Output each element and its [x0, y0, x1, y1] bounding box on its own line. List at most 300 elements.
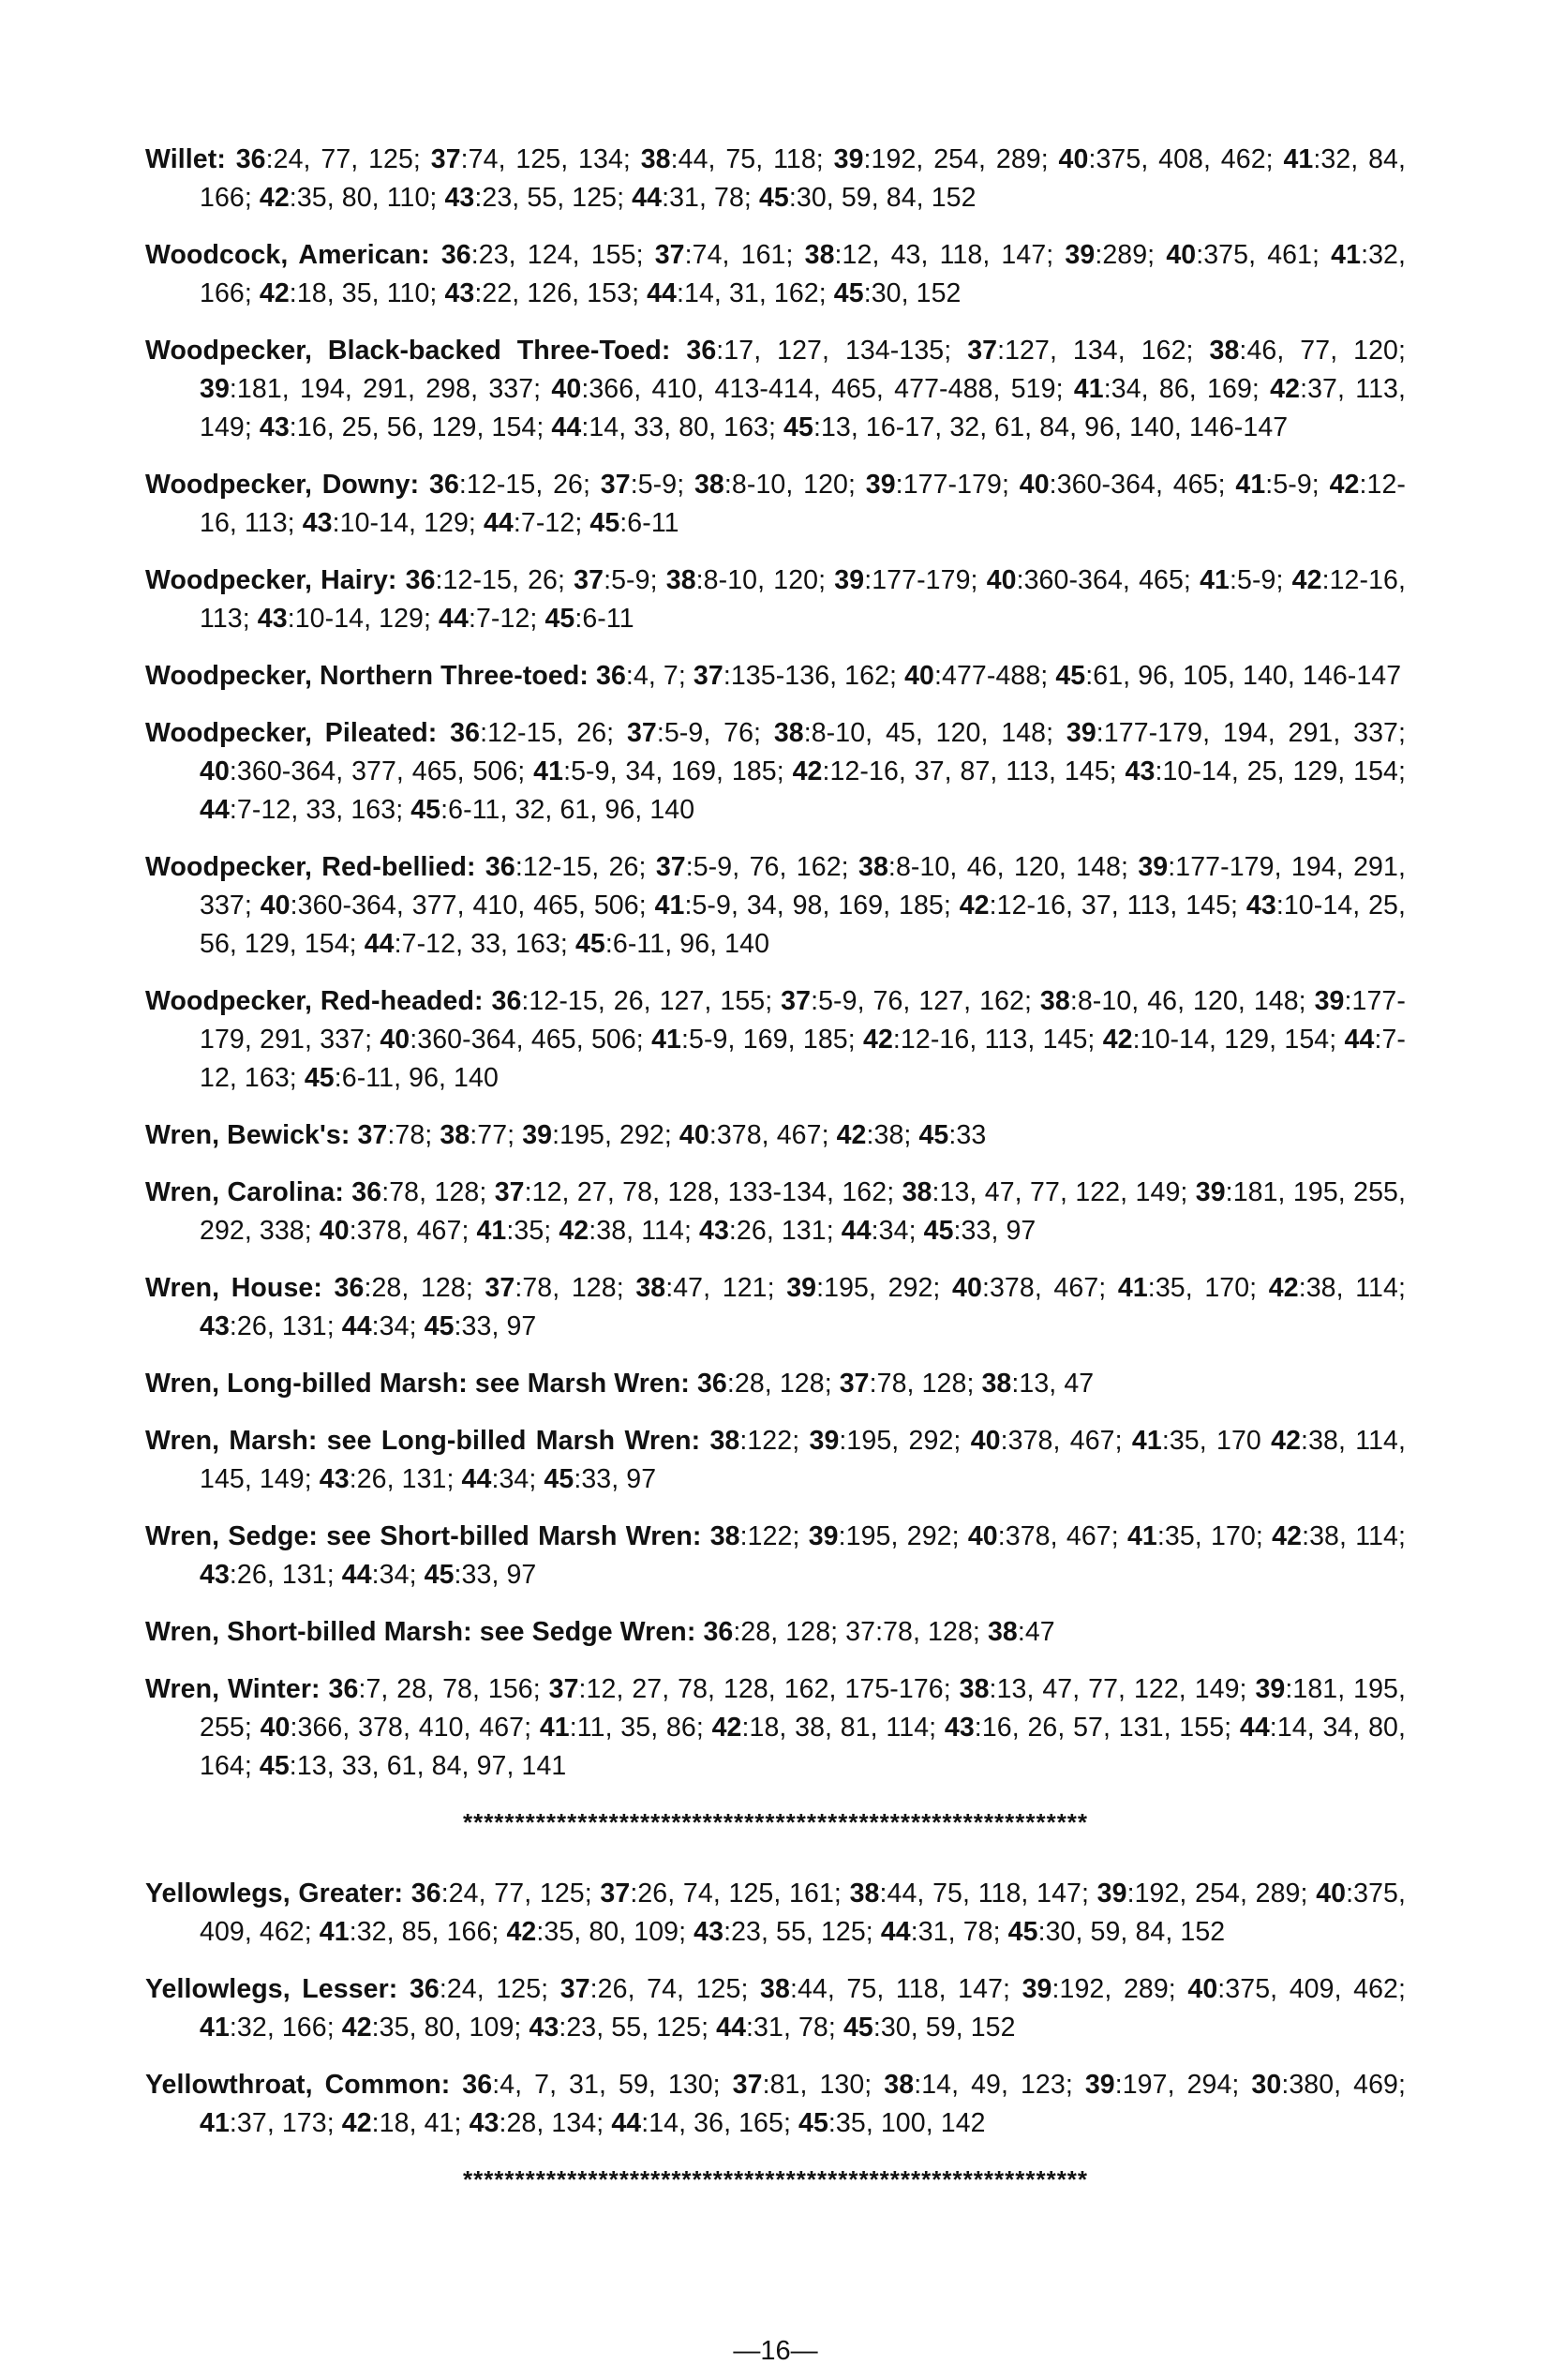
page-references: :177-179;: [864, 565, 987, 595]
volume-number: 41: [1283, 144, 1314, 174]
volume-number: 36: [596, 661, 626, 691]
page-references: :122;: [739, 1426, 810, 1456]
volume-number: 42: [1291, 565, 1322, 595]
page-references: :4, 7;: [625, 661, 693, 691]
volume-number: 43: [444, 183, 475, 213]
page-references: :24, 77, 125;: [440, 1879, 601, 1908]
volume-number: 39: [833, 144, 864, 174]
page-references: :77;: [470, 1120, 523, 1150]
index-entry: [145, 1970, 1406, 2047]
volume-number: 40: [1166, 240, 1197, 270]
volume-number: 41: [1235, 470, 1266, 500]
page-references: :195, 292;: [839, 1426, 971, 1456]
page-references: :14, 34, 80, 164;: [200, 1713, 1407, 1781]
page-references: :5-9, 76;: [656, 718, 774, 748]
page-references: :14, 49, 123;: [914, 2070, 1085, 2100]
volume-number: 45: [574, 929, 605, 959]
volume-number: 41: [1126, 1521, 1157, 1551]
volume-number: 42: [559, 1216, 589, 1246]
page-references: :35, 80, 109;: [371, 2013, 529, 2043]
page-references: :366, 378, 410, 467;: [290, 1713, 540, 1743]
volume-number: 39: [865, 470, 896, 500]
page-references: :16, 25, 56, 129, 154;: [289, 412, 552, 442]
page-references: :360-364, 377, 410, 465, 506;: [290, 891, 655, 921]
page-references: :34;: [491, 1464, 544, 1494]
volume-number: 44: [1344, 1025, 1375, 1055]
volume-number: 39: [808, 1521, 839, 1551]
volume-number: 39: [1065, 240, 1096, 270]
page-references: :177-179, 291, 337;: [200, 986, 1406, 1055]
volume-number: 38: [773, 718, 804, 748]
page-references: :5-9, 34, 98, 169, 185;: [684, 891, 960, 921]
volume-number: 42: [836, 1120, 867, 1150]
volume-number: 38: [440, 1120, 470, 1150]
index-entry: [145, 561, 1406, 638]
page-references: :8-10, 120;: [723, 470, 866, 500]
entry-heading: Wren, Long-billed Marsh: see Marsh Wren:: [145, 1369, 690, 1399]
page-references: :181, 194, 291, 298, 337;: [229, 374, 552, 404]
volume-number: 44: [880, 1917, 911, 1947]
page-references: :10-14, 129;: [332, 508, 484, 538]
entry-heading: Willet:: [145, 144, 226, 174]
section-divider: ************************************************************: [462, 1808, 1089, 1836]
page-references: :28, 128;: [726, 1369, 840, 1399]
page-references: :5-9;: [604, 565, 666, 595]
volume-number: 37: [574, 565, 604, 595]
volume-number: 44: [461, 1464, 492, 1494]
volume-number: 38: [640, 144, 671, 174]
volume-number: 43: [693, 1917, 724, 1947]
page-references: :17, 127, 134-135;: [716, 336, 968, 366]
page-references: :37, 113, 149;: [200, 374, 1406, 442]
entry-heading: Woodcock, American:: [145, 240, 430, 270]
volume-number: 38: [858, 852, 888, 882]
volume-number: 39: [834, 565, 865, 595]
page-references: :6-11, 96, 140: [334, 1063, 499, 1093]
page-references: :11, 35, 86;: [569, 1713, 712, 1743]
page-references: :38, 114;: [1298, 1273, 1406, 1303]
volume-number: 39: [809, 1426, 840, 1456]
volume-number: 44: [647, 278, 678, 308]
volume-number: 40: [952, 1273, 982, 1303]
page-references: :30, 59, 84, 152: [788, 183, 977, 213]
page-references: :289;: [1095, 240, 1167, 270]
index-entry: [145, 236, 1406, 313]
index-entry: [145, 2066, 1406, 2143]
page-references: :6-11, 96, 140: [604, 929, 770, 959]
page-references: :192, 254, 289;: [1126, 1879, 1317, 1908]
page-references: :12-16, 37, 87, 113, 145;: [822, 756, 1126, 786]
volume-number: 45: [918, 1120, 949, 1150]
page-references: :177-179;: [895, 470, 1020, 500]
page-references: :78;: [387, 1120, 440, 1150]
volume-number: 30: [1251, 2070, 1282, 2100]
volume-number: 37: [655, 852, 686, 882]
volume-number: 45: [589, 508, 620, 538]
page-references: :360-364, 465;: [1049, 470, 1236, 500]
page-references: :375, 409, 462;: [1217, 1974, 1406, 2004]
page-references: :33, 97: [953, 1216, 1036, 1246]
page-references: :5-9, 76, 162;: [685, 852, 859, 882]
volume-number: 39: [1255, 1674, 1286, 1704]
page-references: :35, 100, 142: [828, 2108, 986, 2138]
page-references: :177-179, 194, 291, 337;: [1096, 718, 1406, 748]
volume-number: 41: [1117, 1273, 1148, 1303]
page-references: :35, 80, 110;: [289, 183, 445, 213]
volume-number: 38: [693, 470, 724, 500]
page-references: :378, 467;: [349, 1216, 477, 1246]
volume-number: 37: [494, 1177, 525, 1207]
volume-number: 42: [259, 183, 290, 213]
volume-number: 37: [600, 1879, 631, 1908]
volume-number: 43: [469, 2108, 500, 2138]
page-references: :26, 131;: [229, 1311, 342, 1341]
volume-number: 37: [485, 1273, 515, 1303]
volume-number: 44: [341, 1560, 372, 1590]
volume-number: 41: [539, 1713, 570, 1743]
index-entry: [145, 1875, 1406, 1952]
page-references: :24, 77, 125;: [265, 144, 431, 174]
volume-number: 36: [450, 718, 481, 748]
volume-number: 39: [1084, 2070, 1115, 2100]
page-references: :74, 125, 134;: [460, 144, 641, 174]
volume-number: 40: [970, 1426, 1001, 1456]
entry-heading: Woodpecker, Downy:: [145, 470, 420, 500]
page-references: :5-9, 76, 127, 162;: [811, 986, 1040, 1016]
volume-number: 42: [1271, 1426, 1302, 1456]
volume-number: 42: [506, 1917, 537, 1947]
volume-number: 40: [1187, 1974, 1218, 2004]
entry-heading: Yellowthroat, Common:: [145, 2070, 451, 2100]
page-references: :122;: [739, 1521, 809, 1551]
volume-number: 43: [444, 278, 475, 308]
page-references: :28, 128;: [364, 1273, 485, 1303]
page-references: :32, 85, 166;: [349, 1917, 507, 1947]
volume-number: 37: [357, 1120, 388, 1150]
entry-heading: Wren, Short-billed Marsh: see Sedge Wren:: [145, 1617, 696, 1647]
page-references: :23, 55, 125;: [474, 183, 633, 213]
page-references: :16, 26, 57, 131, 155;: [974, 1713, 1240, 1743]
volume-number: 44: [200, 795, 230, 825]
volume-number: 39: [1138, 852, 1169, 882]
page-references: :12-16, 113;: [200, 470, 1407, 538]
page-references: :7-12, 33, 163;: [229, 795, 411, 825]
volume-number: 43: [1125, 756, 1156, 786]
entry-heading: Woodpecker, Black-backed Three-Toed:: [145, 336, 671, 366]
page-references: :38;: [866, 1120, 919, 1150]
volume-number: 42: [792, 756, 823, 786]
page-references: :30, 152: [863, 278, 962, 308]
volume-number: 44: [341, 1311, 372, 1341]
entry-heading: Yellowlegs, Greater:: [145, 1879, 404, 1908]
volume-number: 41: [533, 756, 564, 786]
volume-number: 45: [833, 278, 864, 308]
volume-number: 40: [260, 891, 291, 921]
page-references: :12, 27, 78, 128, 133-134, 162;: [524, 1177, 902, 1207]
volume-number: 40: [904, 661, 934, 691]
volume-number: 38: [635, 1273, 666, 1303]
page-references: :12-15, 26;: [458, 470, 601, 500]
volume-number: 36: [351, 1177, 382, 1207]
page-references: :366, 410, 413-414, 465, 477-488, 519;: [581, 374, 1074, 404]
volume-number: 37: [839, 1369, 870, 1399]
volume-number: 43: [529, 2013, 559, 2043]
page-references: :74, 161;: [684, 240, 805, 270]
page-references: :33: [948, 1120, 987, 1150]
page-references: :26, 74, 125, 161;: [630, 1879, 850, 1908]
page-references: :12-15, 26;: [480, 718, 627, 748]
volume-number: 39: [1195, 1177, 1226, 1207]
volume-number: 41: [654, 891, 685, 921]
page-references: :23, 55, 125;: [559, 2013, 717, 2043]
volume-number: 40: [260, 1713, 291, 1743]
volume-number: 37: [967, 336, 998, 366]
index-entry: [145, 982, 1406, 1098]
volume-number: 36: [485, 852, 515, 882]
page-references: :18, 35, 110;: [289, 278, 445, 308]
volume-number: 45: [410, 795, 441, 825]
page-references: :31, 78;: [746, 2013, 843, 2043]
page-references: :10-14, 25, 129, 154;: [1155, 756, 1407, 786]
volume-number: 45: [758, 183, 789, 213]
page-references: :12-16, 113, 145;: [892, 1025, 1103, 1055]
entry-heading: Woodpecker, Northern Three-toed:: [145, 661, 589, 691]
page-references: :35, 170;: [1156, 1521, 1273, 1551]
index-entry: [145, 1269, 1406, 1346]
page-references: :6-11: [574, 604, 634, 634]
page-references: :26, 131;: [349, 1464, 462, 1494]
volume-number: 36: [235, 144, 266, 174]
volume-number: 43: [319, 1464, 350, 1494]
volume-number: 39: [786, 1273, 817, 1303]
volume-number: 40: [551, 374, 582, 404]
volume-number: 45: [1007, 1917, 1038, 1947]
page-references: :360-364, 465;: [1016, 565, 1201, 595]
volume-number: 38: [849, 1879, 880, 1908]
page-references: :7-12, 33, 163;: [394, 929, 575, 959]
page-references: :81, 130;: [762, 2070, 885, 2100]
page-references: :14, 31, 162;: [677, 278, 834, 308]
volume-number: 39: [1066, 718, 1096, 748]
page-references: :44, 75, 118, 147;: [879, 1879, 1097, 1908]
volume-number: 40: [200, 756, 230, 786]
volume-number: 45: [923, 1216, 954, 1246]
index-entry: [145, 1365, 1406, 1403]
volume-number: 42: [1102, 1025, 1133, 1055]
page-references: :35, 170: [1161, 1426, 1272, 1456]
entry-heading: Wren, House:: [145, 1273, 322, 1303]
page-references: :33, 97: [454, 1560, 537, 1590]
volume-number: 42: [341, 2108, 372, 2138]
volume-number: 45: [259, 1751, 290, 1781]
volume-number: 38: [1039, 986, 1070, 1016]
page-references: :378, 467;: [997, 1521, 1127, 1551]
page-references: :135-136, 162;: [723, 661, 905, 691]
page-references: :5-9, 169, 185;: [680, 1025, 863, 1055]
page-references: :32, 84, 166;: [200, 144, 1407, 213]
volume-number: 37: [654, 240, 685, 270]
volume-number: 41: [1200, 565, 1230, 595]
page-references: :4, 7, 31, 59, 130;: [492, 2070, 733, 2100]
volume-number: 44: [632, 183, 663, 213]
entry-heading: Wren, Winter:: [145, 1674, 321, 1704]
volume-number: 36: [328, 1674, 359, 1704]
page-references: :378, 467;: [1000, 1426, 1132, 1456]
volume-number: 45: [798, 2108, 828, 2138]
page-number: —16—: [733, 2336, 818, 2366]
volume-number: 45: [1055, 661, 1086, 691]
page-references: :18, 41;: [371, 2108, 470, 2138]
volume-number: 36: [440, 240, 471, 270]
page-references: :7-12;: [513, 508, 590, 538]
volume-number: 38: [981, 1369, 1012, 1399]
volume-number: 43: [1245, 891, 1276, 921]
volume-number: 36: [334, 1273, 365, 1303]
page-references: :192, 289;: [1051, 1974, 1188, 2004]
volume-number: 39: [1096, 1879, 1127, 1908]
page-references: :26, 131;: [229, 1560, 342, 1590]
volume-number: 38: [665, 565, 696, 595]
page-references: :61, 96, 105, 140, 146-147: [1085, 661, 1402, 691]
page-references: :380, 469;: [1281, 2070, 1407, 2100]
page-references: :33, 97: [454, 1311, 537, 1341]
volume-number: 40: [380, 1025, 410, 1055]
page-references: :197, 294;: [1114, 2070, 1252, 2100]
page-references: :78, 128;: [515, 1273, 636, 1303]
index-entry: [145, 848, 1406, 964]
page-references: :34;: [371, 1311, 425, 1341]
volume-number: 40: [679, 1120, 709, 1150]
volume-number: 45: [544, 1464, 574, 1494]
page-references: :12-16, 113;: [200, 565, 1406, 634]
entry-heading: Yellowlegs, Lesser:: [145, 1974, 398, 2004]
volume-number: 42: [1329, 470, 1360, 500]
page-references: :378, 467;: [708, 1120, 837, 1150]
page-references: :477-488;: [933, 661, 1056, 691]
volume-number: 41: [476, 1216, 507, 1246]
volume-number: 37: [600, 470, 631, 500]
page-references: :5-9;: [1229, 565, 1292, 595]
index-entry: [145, 1670, 1406, 1786]
volume-number: 36: [696, 1369, 727, 1399]
page-references: :378, 467;: [981, 1273, 1118, 1303]
page-references: :127, 134, 162;: [997, 336, 1210, 366]
page-references: :8-10, 45, 120, 148;: [803, 718, 1066, 748]
page-references: :34;: [871, 1216, 924, 1246]
volume-number: 41: [1073, 374, 1104, 404]
page-references: :177-179, 194, 291, 337;: [200, 852, 1406, 921]
page-references: :10-14, 129, 154;: [1132, 1025, 1345, 1055]
volume-number: 43: [259, 412, 290, 442]
page-references: :5-9;: [630, 470, 694, 500]
volume-number: 38: [709, 1426, 740, 1456]
volume-number: 38: [902, 1177, 932, 1207]
page-references: :35, 80, 109;: [536, 1917, 694, 1947]
volume-number: 41: [200, 2108, 230, 2138]
index-entry: [145, 1422, 1406, 1499]
volume-number: 37: [559, 1974, 590, 2004]
section-divider: ************************************************************: [462, 2165, 1089, 2193]
volume-number: 45: [424, 1560, 455, 1590]
volume-number: 42: [711, 1713, 742, 1743]
volume-number: 40: [1058, 144, 1089, 174]
page-references: :13, 16-17, 32, 61, 84, 96, 140, 146-147: [813, 412, 1289, 442]
page-references: :360-364, 377, 465, 506;: [229, 756, 534, 786]
page-references: :10-14, 25, 56, 129, 154;: [200, 891, 1407, 959]
index-entries-w: [145, 141, 1406, 1786]
entry-heading: Wren, Bewick's:: [145, 1120, 350, 1150]
volume-number: 45: [544, 604, 575, 634]
page-references: :78, 128;: [381, 1177, 495, 1207]
volume-number: 38: [1209, 336, 1240, 366]
volume-number: 39: [522, 1120, 553, 1150]
index-entry: [145, 141, 1406, 217]
volume-number: 42: [959, 891, 990, 921]
page-references: :7, 28, 78, 156;: [358, 1674, 549, 1704]
entry-heading: Wren, Carolina:: [145, 1177, 344, 1207]
volume-number: 37: [548, 1674, 579, 1704]
page-references: :22, 126, 153;: [474, 278, 648, 308]
page-references: :26, 131;: [728, 1216, 842, 1246]
page-references: :38, 114, 145, 149;: [200, 1426, 1407, 1494]
page-references: :7-12;: [468, 604, 545, 634]
page-references: :13, 47: [1011, 1369, 1095, 1399]
volume-number: 45: [424, 1311, 455, 1341]
page-references: :31, 78;: [910, 1917, 1008, 1947]
page-references: :28, 128; 37:78, 128;: [733, 1617, 988, 1647]
volume-number: 36: [409, 1974, 440, 2004]
page-references: :44, 75, 118;: [670, 144, 834, 174]
index-entry: [145, 714, 1406, 830]
page-references: :78, 128;: [869, 1369, 982, 1399]
page-references: :10-14, 129;: [287, 604, 440, 634]
volume-number: 36: [491, 986, 522, 1016]
volume-number: 41: [319, 1917, 350, 1947]
page-references: :30, 59, 152: [872, 2013, 1016, 2043]
page-references: :195, 292;: [838, 1521, 968, 1551]
page-references: :375, 409, 462;: [200, 1879, 1406, 1947]
page-references: :8-10, 46, 120, 148;: [887, 852, 1139, 882]
volume-number: 44: [1239, 1713, 1270, 1743]
volume-number: 38: [804, 240, 835, 270]
page-references: :12, 43, 118, 147;: [834, 240, 1066, 270]
volume-number: 37: [430, 144, 461, 174]
volume-number: 43: [200, 1560, 230, 1590]
volume-number: 36: [405, 565, 436, 595]
page-references: :12, 27, 78, 128, 162, 175-176;: [578, 1674, 960, 1704]
page-references: :32, 166;: [200, 240, 1407, 308]
volume-number: 45: [843, 2013, 873, 2043]
page-references: :8-10, 120;: [695, 565, 835, 595]
volume-number: 42: [1268, 1273, 1299, 1303]
page-references: :13, 47, 77, 122, 149;: [989, 1674, 1256, 1704]
volume-number: 43: [944, 1713, 975, 1743]
index-entries-y: [145, 1875, 1406, 2143]
volume-number: 44: [483, 508, 514, 538]
volume-number: 44: [611, 2108, 642, 2138]
page-references: :44, 75, 118, 147;: [789, 1974, 1022, 2004]
entry-heading: Wren, Sedge: see Short-billed Marsh Wren:: [145, 1521, 702, 1551]
page-references: :181, 195, 255;: [200, 1674, 1406, 1743]
volume-number: 44: [364, 929, 395, 959]
entry-heading: Wren, Marsh: see Long-billed Marsh Wren:: [145, 1426, 701, 1456]
page-references: :35, 170;: [1147, 1273, 1269, 1303]
page-references: :192, 254, 289;: [863, 144, 1059, 174]
index-entry: [145, 466, 1406, 543]
page-references: :181, 195, 255, 292, 338;: [200, 1177, 1407, 1246]
page-references: :33, 97: [574, 1464, 657, 1494]
page-references: :23, 55, 125;: [723, 1917, 881, 1947]
